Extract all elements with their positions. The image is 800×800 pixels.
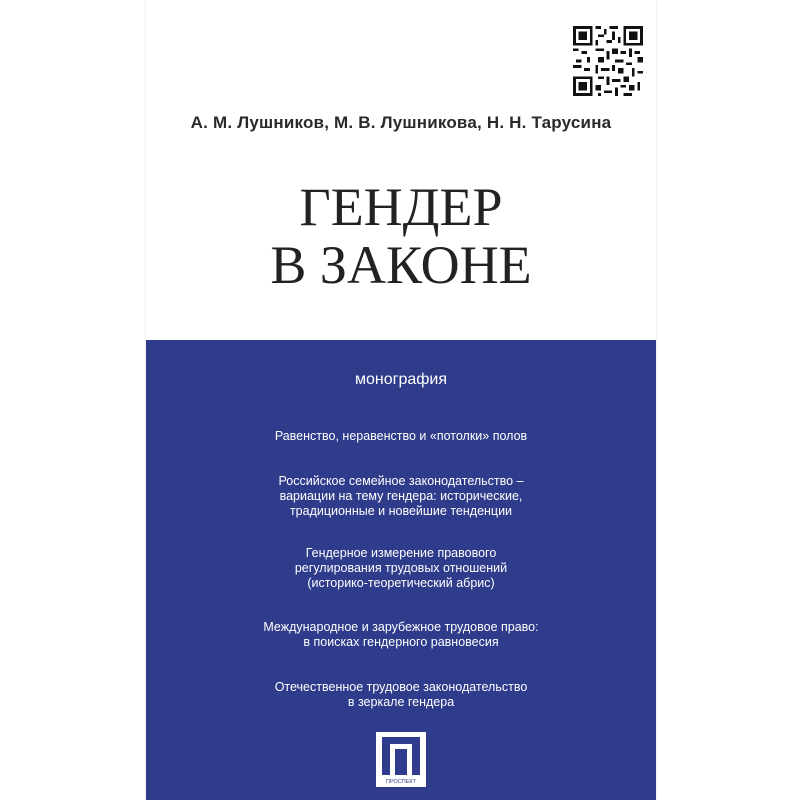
topic-line: (историко-теоретический абрис): [307, 576, 495, 590]
topic-4: [146, 620, 656, 650]
authors: А. М. Лушников, М. В. Лушникова, Н. Н. Тарусина: [190, 113, 612, 132]
title-line-1: ГЕНДЕР: [299, 177, 503, 237]
topic-line: Гендерное измерение правового: [305, 546, 497, 560]
qr-code-icon: [573, 26, 643, 96]
topic-line: Российское семейное законодательство –: [278, 474, 524, 488]
topic-1: [146, 429, 656, 444]
publisher-logo-text: ПРОСПЕКТ: [386, 779, 416, 785]
book-cover: [146, 0, 656, 800]
publisher-logo-icon: [376, 732, 426, 787]
book-title: [146, 178, 656, 294]
topic-line: в поисках гендерного равновесия: [303, 635, 499, 649]
topic-line: Отечественное трудовое законодательство: [274, 680, 528, 694]
topic-line: традиционные и новейшие тенденции: [289, 504, 513, 518]
topic-line: Равенство, неравенство и «потолки» полов: [274, 429, 528, 443]
topic-line: Международное и зарубежное трудовое право:: [263, 620, 539, 634]
topic-line: регулирования трудовых отношений: [294, 561, 508, 575]
genre-label: монография: [354, 371, 448, 388]
blue-band: [146, 340, 656, 800]
topic-5: [146, 680, 656, 710]
topic-3: [146, 546, 656, 591]
topic-line: вариации на тему гендера: исторические,: [279, 489, 523, 503]
topic-2: [146, 474, 656, 519]
title-line-2: В ЗАКОНЕ: [270, 235, 532, 295]
topic-line: в зеркале гендера: [347, 695, 455, 709]
